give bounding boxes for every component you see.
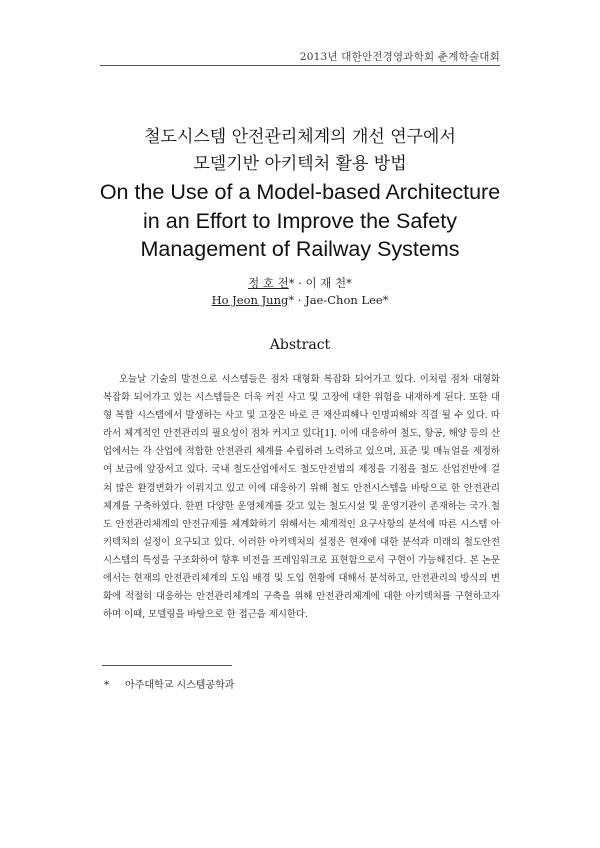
affiliation-mark: * [288, 276, 295, 290]
authors-english [0, 293, 600, 307]
footnote [104, 676, 234, 691]
author-separator: · [294, 293, 306, 307]
affiliation-mark: * [288, 293, 295, 307]
title-english-line: Management of Railway Systems [140, 237, 460, 261]
author-name-korean: 정 호 전 [248, 276, 289, 290]
title-korean-line-2: 모델기반 아키텍처 활용 방법 [193, 154, 407, 174]
footnote-rule [102, 665, 232, 666]
abstract-body: 오늘날 기술의 발전으로 시스템들은 점차 대형화 복잡화 되어가고 있다. 이처럼 점차 대형화 복잡화 되어가고 있는 시스템들은 더욱 커진 사고 및 고장에 대한 위험을 내재하게 된다. 또한 대형 복합 시스템에서 발생하는 사고 및 고장은 바로 큰 재산피해나 인명피해와 직결 될 수 있다. 따라서 체계적인 안전관리의 필요성이 점차 커지고 있다[1]. 이에 대응하여 철도, 항공, 해양 등의 산업에서는 각 산업에 적합한 안전관리 체계를 수립하려 노력하고 있으며, 표준 및 매뉴얼을 제정하여 보급에 앞장서고 있다. 국내 철도산업에서도 철도안전법의 제정을 기점을 철도 산업전반에 걸쳐 많은 환경변화가 이뤄지고 있고 이에 대응하기 위해 철도 안전시스템을 바탕으로 한 안전관리체계를 구축하였다. 한편 다양한 운영체계를 갖고 있는 철도시설 및 운영기관이 존재하는 국가 철도 안전관리체계의 안전규제를 체계화하기 위해서는 체계적인 요구사항의 분석에 따른 시스템 아키텍처의 설정이 요구되고 있다. 이러한 아키텍처의 설정은 현재에 대한 분석과 미래의 철도안전시스템의 특성을 구조화하여 향후 비전을 프레임워크로 표현함으로서 구현이 가능해진다. 본 논문에서는 현재의 안전관리체계의 도입 배경 및 도입 현황에 대해서 분석하고, 안전관리의 방식의 변화에 적절히 대응하는 안전관리체계의 구축을 위해 안전관리체계에 대한 아키텍처를 구현하고자 하며 이때, 모델링을 바탕으로 한 접근을 제시한다. [103, 374, 500, 621]
running-head: 2013년 대한안전경영과학회 춘계학술대회 [299, 51, 500, 63]
abstract-heading: Abstract [269, 337, 331, 353]
footnote-text: 아주대학교 시스템공학과 [125, 680, 235, 691]
title-english-line: On the Use of a Model-based Architecture [99, 180, 501, 204]
affiliation-mark: * [382, 293, 389, 307]
author-name-korean: 이 재 천 [305, 276, 347, 290]
author-name-english: Ho Jeon Jung [211, 293, 289, 307]
header-rule [100, 65, 500, 66]
authors-korean [0, 275, 600, 291]
affiliation-mark: * [346, 276, 352, 290]
author-name-english: Jae-Chon Lee [305, 293, 383, 307]
author-separator: · [294, 276, 306, 290]
title-english-line: in an Effort to Improve the Safety [143, 208, 457, 233]
footnote-mark: * [104, 680, 109, 691]
title-korean-line-1: 철도시스템 안전관리체계의 개선 연구에서 [144, 127, 456, 147]
title-english [0, 178, 600, 264]
